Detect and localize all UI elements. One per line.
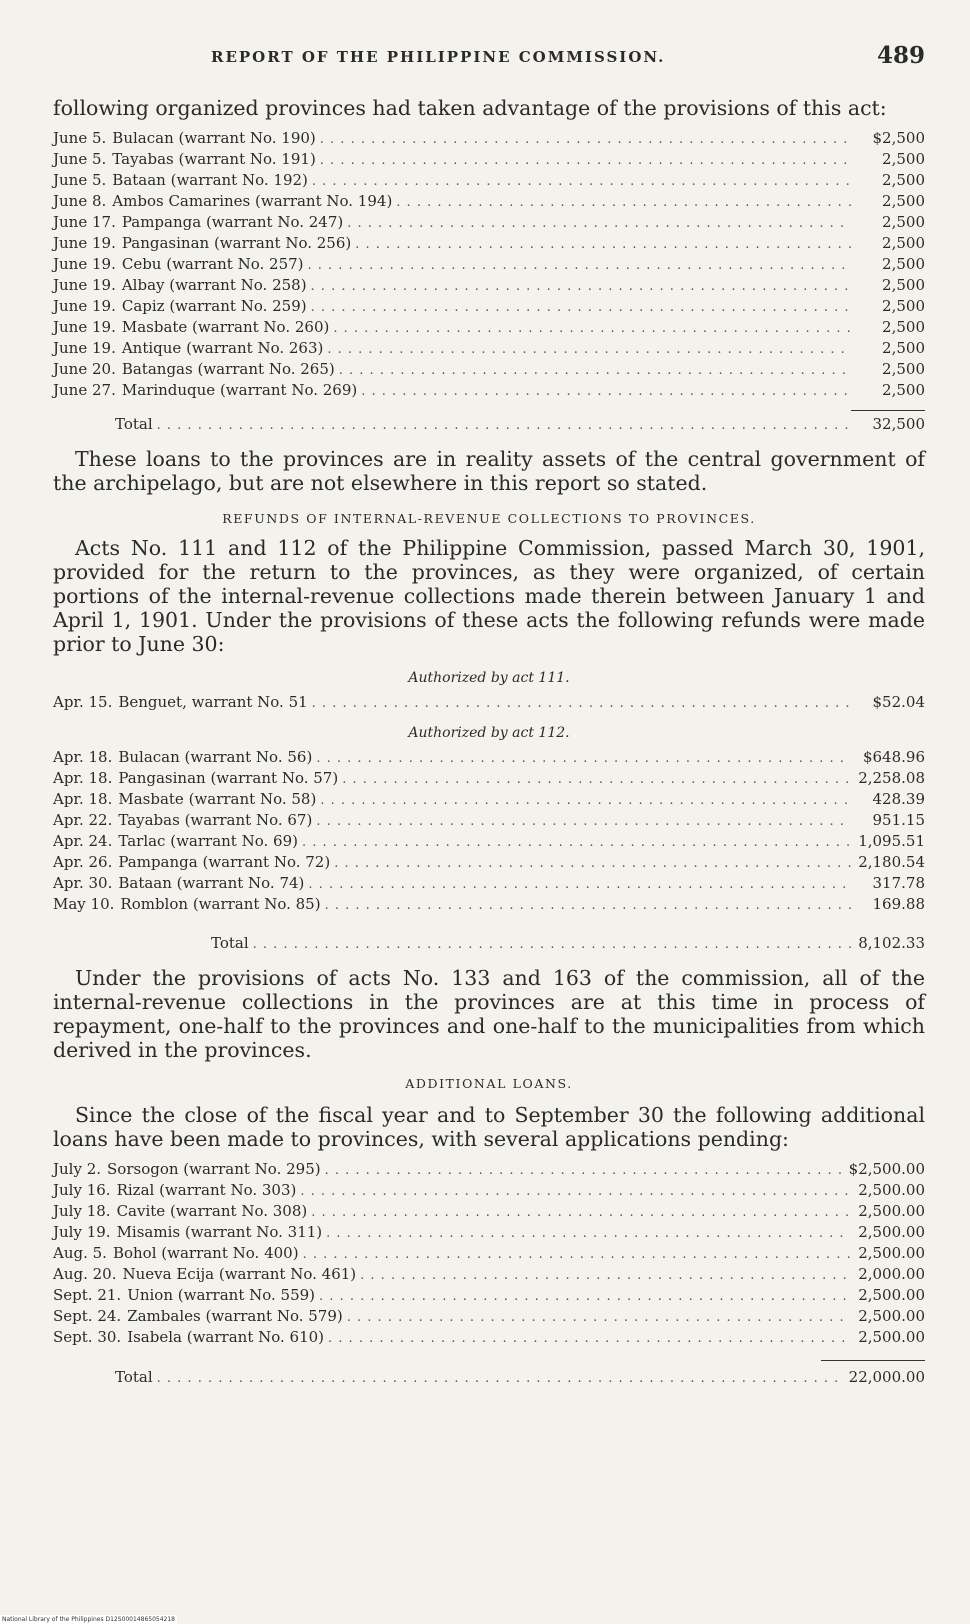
loan-row <box>53 380 925 401</box>
loan-row <box>53 296 925 317</box>
entry-date: Apr. 18. <box>53 769 113 787</box>
entry-date: Apr. 15. <box>53 693 113 711</box>
dot-leader <box>342 769 851 790</box>
entry-amount: 2,500.00 <box>858 1328 925 1346</box>
additional-loan-row <box>53 1327 925 1348</box>
additional-loan-row <box>53 1264 925 1285</box>
dot-leader <box>300 1181 851 1202</box>
running-head: REPORT OF THE PHILIPPINE COMMISSION. <box>211 48 666 66</box>
additional-loan-row <box>53 1285 925 1306</box>
additional-total-row <box>53 1367 925 1388</box>
dot-leader <box>320 150 851 171</box>
entry-amount: 2,500.00 <box>858 1286 925 1304</box>
entry-description: Pampanga (warrant No. 247) <box>121 213 344 231</box>
refund-row <box>53 810 925 831</box>
entry-date: June 5. <box>53 150 107 168</box>
entry-amount: 428.39 <box>872 790 925 808</box>
additional-loan-row <box>53 1243 925 1264</box>
entry-description: Bataan (warrant No. 192) <box>112 171 308 189</box>
entry-date: July 18. <box>53 1202 111 1220</box>
entry-date: Aug. 20. <box>53 1265 117 1283</box>
entry-description: Pampanga (warrant No. 72) <box>118 853 331 871</box>
entry-date: June 19. <box>53 255 116 273</box>
entry-amount: $2,500 <box>872 129 925 147</box>
entry-amount: 2,500.00 <box>858 1223 925 1241</box>
entry-date: Sept. 30. <box>53 1328 122 1346</box>
loan-row <box>53 128 925 149</box>
dot-leader <box>325 895 851 916</box>
entry-date: Apr. 22. <box>53 811 113 829</box>
entry-amount: 2,500.00 <box>858 1307 925 1325</box>
additional-total-label: Total <box>115 1368 153 1386</box>
additional-ledger <box>53 1159 925 1348</box>
entry-amount: 2,500 <box>882 297 925 315</box>
entry-description: Batangas (warrant No. 265) <box>121 360 335 378</box>
page-header <box>53 38 925 78</box>
dot-leader <box>361 381 851 402</box>
act111-ledger <box>53 692 925 713</box>
entry-amount: 2,500.00 <box>858 1181 925 1199</box>
entry-amount: 169.88 <box>872 895 925 913</box>
dot-leader <box>311 276 851 297</box>
entry-amount: 2,500 <box>882 150 925 168</box>
additional-total-rule <box>821 1360 925 1361</box>
entry-date: Apr. 26. <box>53 853 113 871</box>
entry-description: Albay (warrant No. 258) <box>121 276 307 294</box>
scan-credit: National Library of the Philippines D12S00014865054218 <box>2 1616 175 1623</box>
entry-description: Antique (warrant No. 263) <box>121 339 324 357</box>
loans-total-label: Total <box>115 415 153 433</box>
entry-amount: 2,500 <box>882 234 925 252</box>
entry-date: June 19. <box>53 276 116 294</box>
entry-amount: 2,180.54 <box>858 853 925 871</box>
additional-paragraph: Since the close of the fiscal year and to September 30 the following additional loans have been made to provinces, with several applications pending: <box>53 1103 925 1151</box>
additional-loan-row <box>53 1306 925 1327</box>
entry-date: June 8. <box>53 192 107 210</box>
entry-date: July 16. <box>53 1181 111 1199</box>
dot-leader <box>347 213 851 234</box>
entry-date: June 19. <box>53 339 116 357</box>
act111-subheading: Authorized by act 111. <box>408 670 570 686</box>
entry-amount: 2,258.08 <box>858 769 925 787</box>
dot-leader <box>320 129 851 150</box>
entry-description: Tayabas (warrant No. 67) <box>118 811 313 829</box>
additional-total-amount: 22,000.00 <box>848 1368 925 1386</box>
assets-paragraph: These loans to the provinces are in reality assets of the central government of the archipelago, but are not elsewhere in this report so stated. <box>53 447 925 495</box>
entry-date: July 2. <box>53 1160 102 1178</box>
entry-date: Apr. 18. <box>53 748 113 766</box>
dot-leader <box>157 1368 845 1389</box>
refunds-heading: REFUNDS OF INTERNAL-REVENUE COLLECTIONS TO PROVINCES. <box>222 511 756 526</box>
entry-date: June 19. <box>53 318 116 336</box>
entry-date: June 20. <box>53 360 116 378</box>
entry-description: Romblon (warrant No. 85) <box>120 895 321 913</box>
entry-amount: 2,500.00 <box>858 1244 925 1262</box>
entry-date: June 27. <box>53 381 116 399</box>
refund-row <box>53 873 925 894</box>
additional-loan-row <box>53 1159 925 1180</box>
dot-leader <box>312 693 851 714</box>
dot-leader <box>396 192 851 213</box>
entry-date: June 19. <box>53 297 116 315</box>
loan-row <box>53 338 925 359</box>
additional-loan-row <box>53 1201 925 1222</box>
entry-description: Bulacan (warrant No. 190) <box>112 129 316 147</box>
dot-leader <box>355 234 851 255</box>
entry-description: Misamis (warrant No. 311) <box>116 1223 323 1241</box>
dot-leader <box>316 748 851 769</box>
refunds-total-amount: 8,102.33 <box>858 934 925 952</box>
additional-loan-row <box>53 1180 925 1201</box>
entry-description: Benguet, warrant No. 51 <box>118 693 308 711</box>
entry-description: Bulacan (warrant No. 56) <box>118 748 313 766</box>
entry-description: Nueva Ecija (warrant No. 461) <box>122 1265 357 1283</box>
loan-row <box>53 212 925 233</box>
additional-loans-heading: ADDITIONAL LOANS. <box>405 1076 573 1091</box>
dot-leader <box>311 297 851 318</box>
entry-description: Capiz (warrant No. 259) <box>121 297 307 315</box>
dot-leader <box>311 1202 851 1223</box>
dot-leader <box>320 790 851 811</box>
loans-ledger <box>53 128 925 401</box>
dot-leader <box>157 415 851 436</box>
refunds-total-label: Total <box>211 934 249 952</box>
dot-leader <box>339 360 851 381</box>
dot-leader <box>308 255 851 276</box>
dot-leader <box>316 811 851 832</box>
page-number: 489 <box>876 42 925 69</box>
entry-amount: 2,500 <box>882 171 925 189</box>
loan-row <box>53 170 925 191</box>
loan-row <box>53 254 925 275</box>
entry-description: Ambos Camarines (warrant No. 194) <box>112 192 393 210</box>
dot-leader <box>308 874 851 895</box>
entry-amount: $52.04 <box>872 693 925 711</box>
entry-description: Sorsogon (warrant No. 295) <box>107 1160 321 1178</box>
entry-date: June 5. <box>53 171 107 189</box>
loans-total-rule <box>851 410 925 411</box>
entry-amount: 2,500 <box>882 360 925 378</box>
entry-date: Sept. 21. <box>53 1286 122 1304</box>
loan-row <box>53 191 925 212</box>
loan-row <box>53 233 925 254</box>
entry-description: Bataan (warrant No. 74) <box>118 874 305 892</box>
dot-leader <box>333 318 851 339</box>
entry-amount: 2,500 <box>882 339 925 357</box>
dot-leader <box>326 1223 851 1244</box>
dot-leader <box>327 339 851 360</box>
entry-amount: 951.15 <box>872 811 925 829</box>
entry-description: Masbate (warrant No. 58) <box>118 790 317 808</box>
entry-description: Tayabas (warrant No. 191) <box>112 150 316 168</box>
entry-description: Cavite (warrant No. 308) <box>116 1202 308 1220</box>
entry-description: Bohol (warrant No. 400) <box>112 1244 299 1262</box>
repayment-paragraph: Under the provisions of acts No. 133 and 163 of the commission, all of the internal-revenue collections in the provinces are at this time in process of repayment, one-half to the provinces and one-half to the municipalities from which derived in the provinces. <box>53 966 925 1062</box>
entry-description: Pangasinan (warrant No. 57) <box>118 769 339 787</box>
dot-leader <box>360 1265 851 1286</box>
dot-leader <box>325 1160 845 1181</box>
entry-amount: $2,500.00 <box>848 1160 925 1178</box>
entry-date: Apr. 24. <box>53 832 113 850</box>
entry-date: June 19. <box>53 234 116 252</box>
dot-leader <box>303 1244 851 1265</box>
entry-date: June 17. <box>53 213 116 231</box>
entry-description: Isabela (warrant No. 610) <box>127 1328 325 1346</box>
dot-leader <box>302 832 851 853</box>
loan-row <box>53 359 925 380</box>
entry-description: Masbate (warrant No. 260) <box>121 318 330 336</box>
entry-date: Sept. 24. <box>53 1307 122 1325</box>
loan-row <box>53 275 925 296</box>
dot-leader <box>253 934 851 955</box>
refund-row <box>53 789 925 810</box>
entry-amount: 1,095.51 <box>858 832 925 850</box>
refunds-total-row <box>53 933 925 954</box>
entry-description: Union (warrant No. 559) <box>127 1286 316 1304</box>
document-page <box>53 38 925 1388</box>
entry-date: June 5. <box>53 129 107 147</box>
loans-total-row <box>53 414 925 435</box>
dot-leader <box>328 1328 851 1349</box>
refund-row <box>53 747 925 768</box>
entry-description: Zambales (warrant No. 579) <box>127 1307 343 1325</box>
entry-amount: 2,000.00 <box>858 1265 925 1283</box>
refunds-paragraph: Acts No. 111 and 112 of the Philippine Commission, passed March 30, 1901, provided for the return to the provinces, as they were organized, of certain portions of the internal-revenue collections made therein between January 1 and April 1, 1901. Under the provisions of these acts the following refunds were made prior to June 30: <box>53 536 925 656</box>
entry-description: Cebu (warrant No. 257) <box>121 255 304 273</box>
act112-ledger <box>53 747 925 915</box>
entry-amount: 2,500.00 <box>858 1202 925 1220</box>
dot-leader <box>334 853 851 874</box>
refund-row <box>53 894 925 915</box>
entry-date: May 10. <box>53 895 115 913</box>
dot-leader <box>347 1307 851 1328</box>
entry-amount: 2,500 <box>882 255 925 273</box>
entry-description: Marinduque (warrant No. 269) <box>121 381 358 399</box>
entry-amount: 317.78 <box>872 874 925 892</box>
refund-row <box>53 831 925 852</box>
entry-date: Apr. 30. <box>53 874 113 892</box>
entry-amount: 2,500 <box>882 318 925 336</box>
dot-leader <box>312 171 851 192</box>
entry-description: Pangasinan (warrant No. 256) <box>121 234 352 252</box>
entry-amount: 2,500 <box>882 381 925 399</box>
entry-amount: 2,500 <box>882 192 925 210</box>
entry-amount: $648.96 <box>862 748 925 766</box>
additional-loan-row <box>53 1222 925 1243</box>
entry-date: Apr. 18. <box>53 790 113 808</box>
entry-date: Aug. 5. <box>53 1244 107 1262</box>
entry-amount: 2,500 <box>882 213 925 231</box>
refund-row <box>53 692 925 713</box>
loan-row <box>53 149 925 170</box>
loan-row <box>53 317 925 338</box>
entry-description: Tarlac (warrant No. 69) <box>118 832 298 850</box>
act112-subheading: Authorized by act 112. <box>408 725 570 741</box>
entry-amount: 2,500 <box>882 276 925 294</box>
entry-description: Rizal (warrant No. 303) <box>116 1181 297 1199</box>
loans-total-amount: 32,500 <box>872 415 925 433</box>
refund-row <box>53 768 925 789</box>
refund-row <box>53 852 925 873</box>
entry-date: July 19. <box>53 1223 111 1241</box>
intro-paragraph: following organized provinces had taken advantage of the provisions of this act: <box>53 96 887 120</box>
dot-leader <box>319 1286 851 1307</box>
